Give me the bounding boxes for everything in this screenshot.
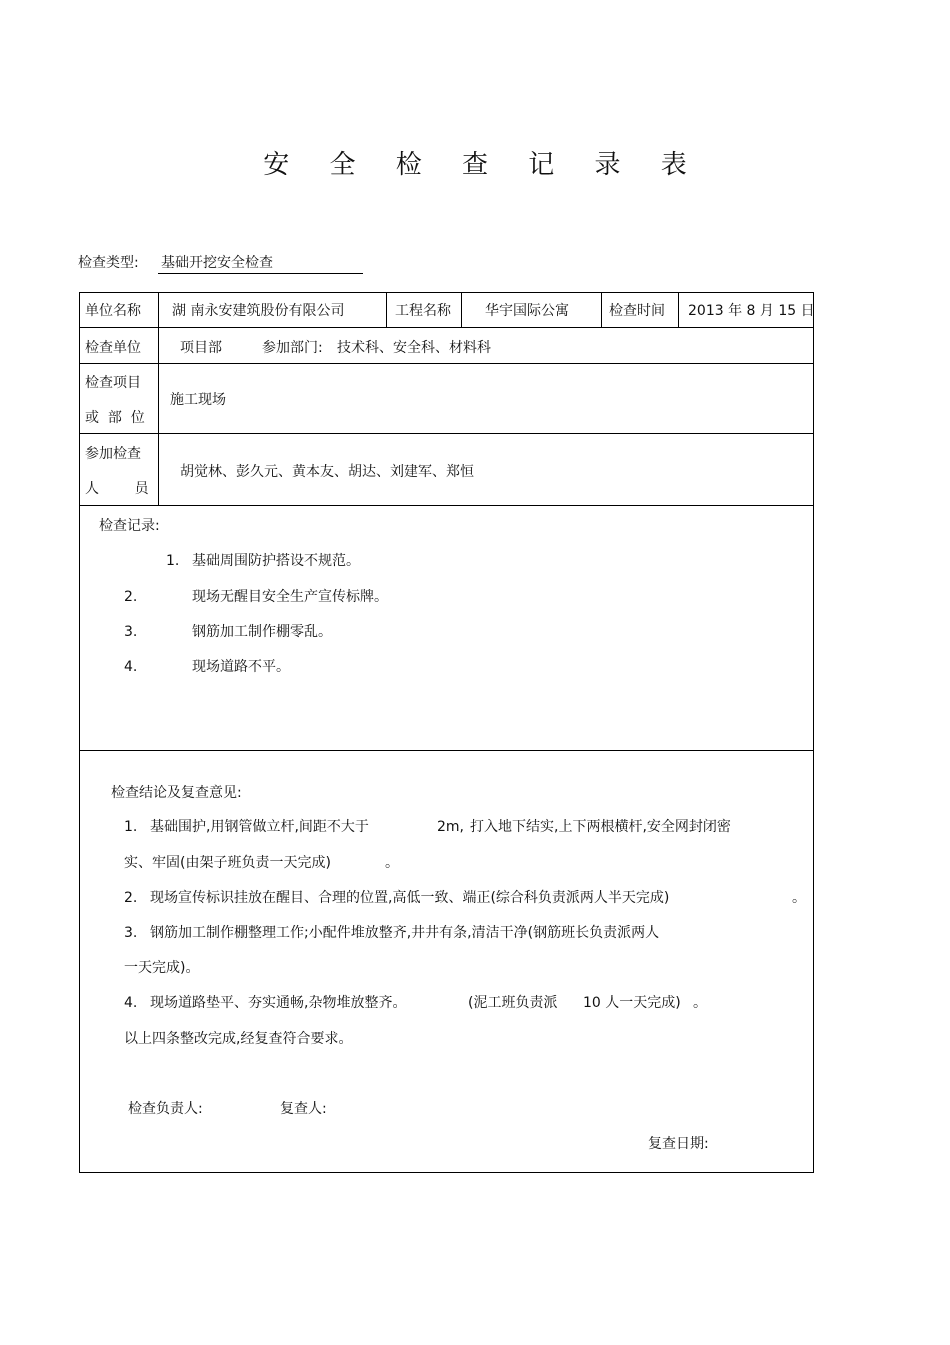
- participating-dept-value: 技术科、安全科、材料科: [337, 340, 491, 356]
- conclusion-item-num: 1.: [124, 819, 138, 835]
- record-item-text: 基础周围防护搭设不规范。: [192, 553, 360, 569]
- project-name-label: 工程名称: [395, 303, 451, 319]
- conclusion-item-num: 2.: [124, 890, 138, 906]
- participating-dept-label: 参加部门:: [262, 340, 323, 356]
- conclusion-summary: 以上四条整改完成,经复查符合要求。: [124, 1031, 353, 1047]
- inspection-unit-value: 项目部: [180, 340, 222, 356]
- row-divider: [79, 327, 814, 328]
- conclusion-item-text: 一天完成)。: [124, 960, 200, 976]
- conclusion-item-text: (泥工班负责派: [468, 995, 558, 1011]
- column-divider: [386, 292, 387, 327]
- row-divider: [79, 433, 814, 434]
- conclusion-item-end: 。: [693, 995, 707, 1011]
- inspection-item-label: 检查项目: [85, 375, 141, 391]
- record-heading: 检查记录:: [99, 518, 160, 534]
- inspection-item-value: 施工现场: [170, 392, 226, 408]
- participants-label: 参加检查: [85, 446, 141, 462]
- conclusion-item-text: 10 人一天完成): [583, 995, 681, 1011]
- participants-label-line2: 人 员: [85, 481, 149, 497]
- record-item-num: 2.: [124, 589, 138, 605]
- inspection-type-underline: [158, 273, 363, 274]
- inspection-type-label: 检查类型:: [78, 255, 139, 271]
- inspection-time-value: 2013 年 8 月 15 日: [688, 303, 815, 319]
- inspection-item-label-line2: 或 部 位: [85, 410, 145, 426]
- record-item-text: 钢筋加工制作棚零乱。: [192, 624, 332, 640]
- row-divider: [79, 750, 814, 751]
- row-divider: [79, 363, 814, 364]
- conclusion-item-text: 2m,: [437, 819, 464, 835]
- column-divider: [601, 292, 602, 327]
- conclusion-item-num: 4.: [124, 995, 138, 1011]
- row-divider: [79, 505, 814, 506]
- page-title: 安 全 检 查 记 录 表: [263, 150, 703, 180]
- conclusion-item-text: 基础围护,用钢管做立杆,间距不大于: [150, 819, 369, 835]
- inspector-signature-label: 检查负责人:: [128, 1101, 203, 1117]
- unit-name-label: 单位名称: [85, 303, 141, 319]
- conclusion-item-text: 实、牢固(由架子班负责一天完成): [124, 855, 331, 871]
- conclusion-heading: 检查结论及复查意见:: [111, 785, 242, 801]
- conclusion-item-text: 打入地下结实,上下两根横杆,安全网封闭密: [470, 819, 731, 835]
- reviewer-signature-label: 复查人:: [280, 1101, 327, 1117]
- review-date-label: 复查日期:: [648, 1136, 709, 1152]
- record-item-num: 4.: [124, 659, 138, 675]
- conclusion-item-num: 3.: [124, 925, 138, 941]
- conclusion-item-text: 现场宣传标识挂放在醒目、合理的位置,高低一致、端正(综合科负责派两人半天完成): [150, 890, 670, 906]
- record-item-num: 3.: [124, 624, 138, 640]
- column-divider: [158, 292, 159, 505]
- conclusion-item-text: 钢筋加工制作棚整理工作;小配件堆放整齐,井井有条,清洁干净(钢筋班长负责派两人: [150, 925, 660, 941]
- record-item-text: 现场道路不平。: [192, 659, 290, 675]
- inspection-unit-label: 检查单位: [85, 340, 141, 356]
- column-divider: [461, 292, 462, 327]
- participants-value: 胡觉林、彭久元、黄本友、胡达、刘建军、郑恒: [180, 464, 474, 480]
- project-name-value: 华宇国际公寓: [485, 303, 569, 319]
- inspection-time-label: 检查时间: [609, 303, 665, 319]
- record-item-num: 1.: [166, 553, 180, 569]
- conclusion-item-text: 现场道路垫平、夯实通畅,杂物堆放整齐。: [150, 995, 407, 1011]
- column-divider: [678, 292, 679, 327]
- conclusion-item-end: 。: [385, 855, 399, 871]
- inspection-type-value: 基础开挖安全检查: [161, 255, 273, 271]
- conclusion-item-end: 。: [792, 890, 806, 906]
- record-item-text: 现场无醒目安全生产宣传标牌。: [192, 589, 388, 605]
- unit-name-value: 湖 南永安建筑股份有限公司: [172, 303, 345, 319]
